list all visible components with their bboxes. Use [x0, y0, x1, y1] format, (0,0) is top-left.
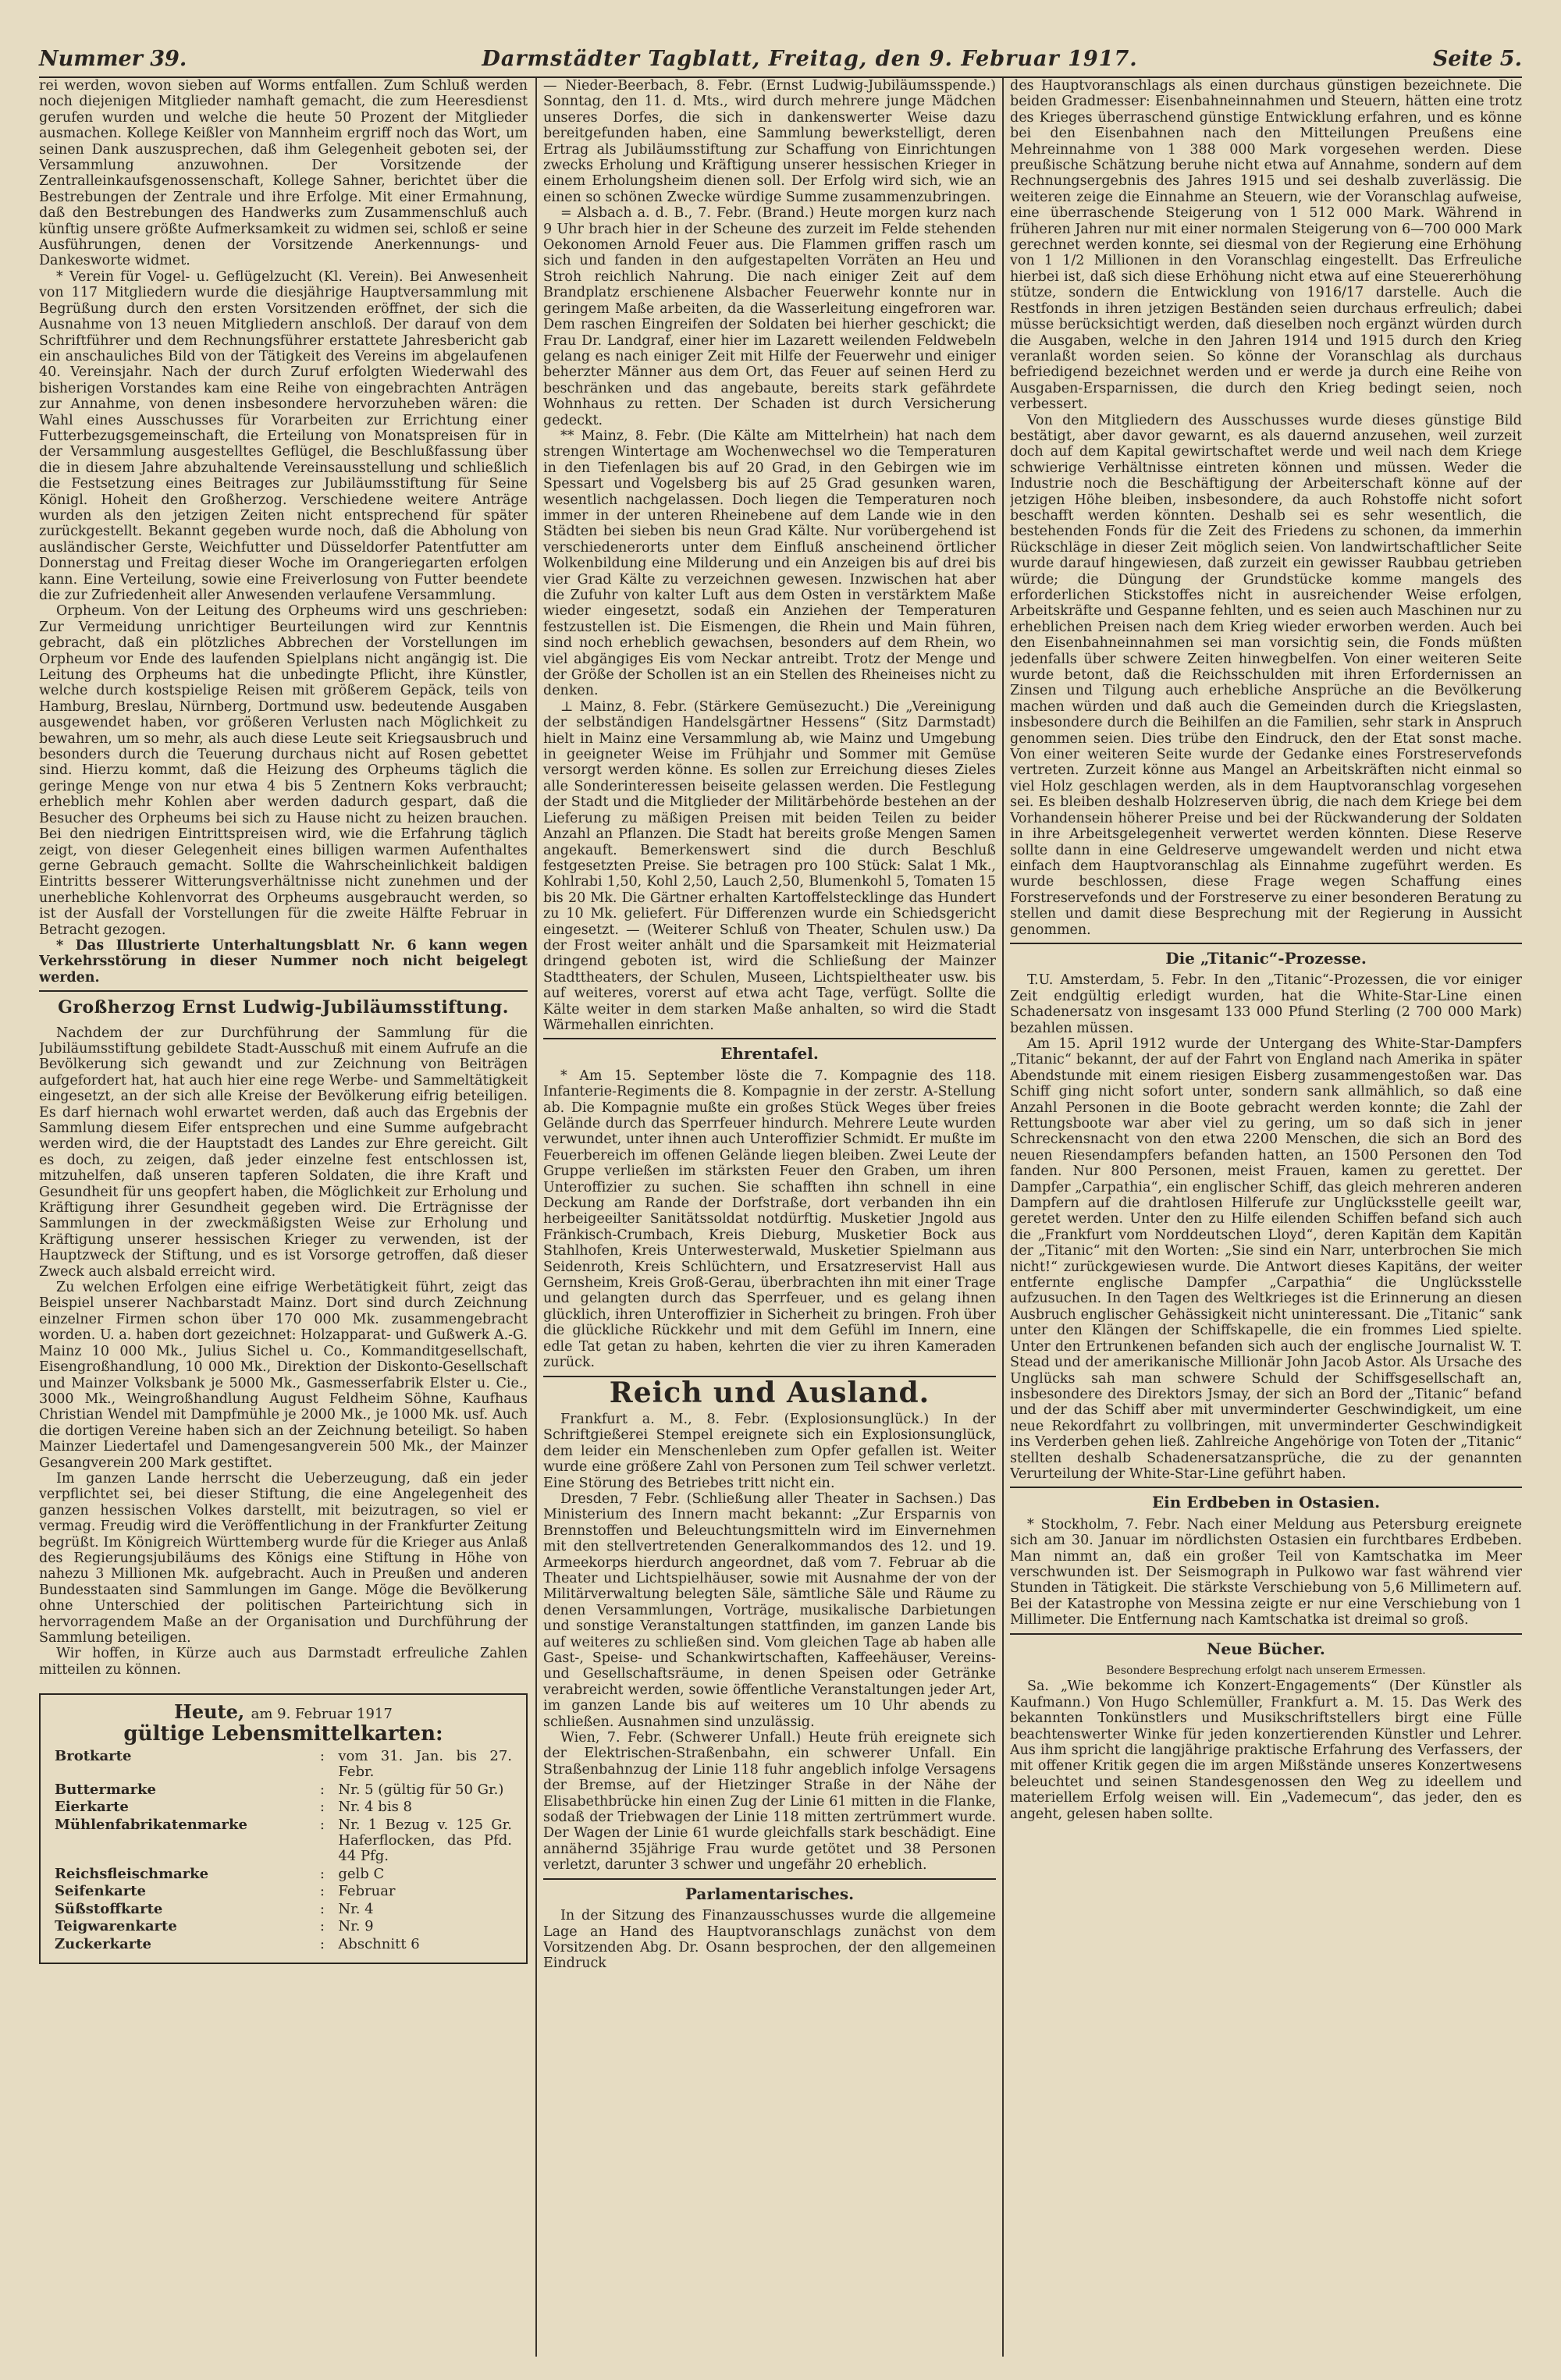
section-rule: [1010, 1633, 1522, 1635]
ration-card-value: Nr. 4: [338, 1900, 374, 1917]
ration-row: [55, 1936, 512, 1953]
ration-card-name: Zuckerkarte: [55, 1935, 151, 1952]
heading-parlamentarisches: Parlamentarisches.: [684, 1884, 855, 1903]
article-voranschlag: des Hauptvoranschlags als einen durchaus günstigen bezeichnete. Die beiden Gradmesser: Eisenbahneinnahmen und Steuern, hätten eine trotz des Krieges überraschend günstige Entwicklung erfahren, und es könne bei den Eisenbahnen nach den Mitteilungen Preußens eine Mehreinnahme von 1 388 000 Mark vorgesehen werden. Diese preußische Schätzung beruhe nicht etwa auf Annahme, sondern auf dem Rechnungsergebnis des Jahres 1915 und sei deshalb zuverlässig. Die weiteren zeige die Einnahme an Steuern, wie der Voranschlag aufweise, eine überraschende Steigerung von 1 512 000 Mark. Während in früheren Jahren nur mit einer normalen Steigerung von 6—700 000 Mark gerechnet werden konnte, sei diesmal von der Regierung eine Erhöhung von 1 1/2 Millionen in den Voranschlag eingestellt. Das Erfreuliche hierbei ist, daß sich diese Erhöhung nicht etwa auf eine Steuererhöhung stütze, sondern die Entwicklung von 1916/17 darstelle. Auch die Restfonds in ihren jetzigen Beständen seien durchaus erfreulich; dabei müsse berücksichtigt werden, daß dieselben noch ergänzt würden durch die Ausgaben, welche in den Jahren 1914 und 1915 durch den Krieg veranlaßt worden seien. So könne der Voranschlag als durchaus befriedigend bezeichnet werden und er werde ja durch eine Reihe von Ausgaben-Ersparnissen, die durch den Krieg bedingt seien, noch verbessert.: [1010, 78, 1522, 413]
article-paragraph: Nachdem der zur Durchführung der Sammlung für die Jubiläumsstiftung gebildete Stadt-Ausschuß mit einem Aufrufe an die Bevölkerung sich gewandt und zur Zeichnung von Beiträgen aufgefordert hat, hat auch hier eine rege Werbe- und Sammeltätigkeit eingesetzt, an der sich alle Kreise der Bevölkerung eifrig beteiligen. Es darf hiernach wohl erwartet werden, daß auch das Ergebnis der Sammlung diesem Eifer entsprechen und eine Summe aufgebracht werden wird, die der Hauptstadt des Landes zur Ehre gereicht. Gilt es doch, zu zeigen, daß jeder einzelne fest entschlossen ist, mitzuhelfen, daß unseren tapferen Soldaten, die ihre Kraft und Gesundheit für uns geopfert haben, die Möglichkeit zur Erholung und Kräftigung ihrer Gesundheit gegeben wird. Die Erträgnisse der Sammlungen in der zweckmäßigsten Weise zur Erholung und Kräftigung unserer hessischen Krieger zu verwenden, ist der Hauptzweck der Stiftung, und es ist Vorsorge getroffen, daß dieser Zweck auch alsbald erreicht wird.: [39, 1025, 528, 1280]
article-mainz-gemuese: ⊥ Mainz, 8. Febr. (Stärkere Gemüsezucht.) Die „Vereinigung der selbständigen Handelsgärtner Hessens“ (Sitz Darmstadt) hielt in Mainz eine Versammlung ab, wie Mainz und Umgebung in geeigneter Weise im Frühjahr und Sommer mit Gemüse versorgt werden könne. Es sollen zur Erreichung dieses Zieles alle Sonderinteressen beiseite gelassen werden. Die Festlegung der Stadt und die Mitglieder der Militärbehörde bestehen an der Lieferung zu mäßigen Preisen mit beiden Teilen zu beider Anzahl an Pflanzen. Die Stadt hat bereits große Mengen Samen angekauft. Bemerkenswert sind die durch Beschluß festgesetzten Preise. Sie betragen pro 100 Stück: Salat 1 Mk., Kohlrabi 1,50, Kohl 2,50, Lauch 2,50, Blumenkohl 5, Tomaten 15 bis 20 Mk. Die Gärtner erhalten Kartoffelstecklinge das Hundert zu 10 Mk. geliefert. Für Differenzen wurde ein Schiedsgericht eingesetzt. — (Weiterer Schluß von Theater, Schulen usw.) Da der Frost weiter anhält und die Sparsamkeit mit Heizmaterial dringend geboten ist, wird die Schließung der Mainzer Stadttheaters, der Schulen, Museen, Lichtspieltheater usw. bis auf weiteres, vorerst auf etwa acht Tage, verfügt. Sollte die Kälte weiter in dem starken Maße anhalten, so wird die Stadt Wärmehallen einrichten.: [543, 698, 996, 1033]
article-paragraph: Im ganzen Lande herrscht die Ueberzeugung, daß ein jeder verpflichtet sei, bei dieser Stiftung, die eine Angelegenheit des ganzen hessischen Volkes darstellt, mit beizutragen, so viel er vermag. Freudig wird die Veröffentlichung in der Frankfurter Zeitung begrüßt. Im Königreich Württemberg wurde für die Krieger aus Anlaß des Regierungsjubiläums des Königs eine Stiftung in Höhe von nahezu 3 Millionen Mk. aufgebracht. Auch in Preußen und anderen Bundesstaaten sind Sammlungen im Gange. Möge die Bevölkerung ohne Unterschied der politischen Parteirichtung sich in hervorragendem Maße an der Organisation und Durchführung der Sammlung beteiligen.: [39, 1470, 528, 1646]
article-paragraph: Zu welchen Erfolgen eine eifrige Werbetätigkeit führt, zeigt das Beispiel unserer Nachbarstadt Mainz. Dort sind durch Zeichnung einzelner Firmen schon über 170 000 Mk. zusammengebracht worden. U. a. haben dort gezeichnet: Holzapparat- und Gußwerk A.-G. Mainz 10 000 Mk., Julius Sichel u. Co., Kommanditgesellschaft, Eisengroßhandlung, 10 000 Mk., Direktion der Diskonto-Gesellschaft und Mainzer Volksbank je 5000 Mk., Gasmesserfabrik Elster u. Cie., 3000 Mk., Weingroßhandlung August Feldheim Söhne, Kaufhaus Christian Wendel mit Dampfmühle je 2000 Mk., je 1000 Mk. usf. Auch die dortigen Vereine haben sich an der Zeichnung beteiligt. So haben Mainzer Liedertafel und Damengesangverein 500 Mk., der Mainzer Gesangverein 200 Mark gestiftet.: [39, 1280, 528, 1471]
ration-row: [55, 1901, 512, 1918]
masthead-line: Darmstädter Tagblatt, Freitag, den 9. Februar 1917.: [482, 46, 1138, 71]
ration-separator: :: [319, 1781, 325, 1798]
column-1: [39, 78, 528, 2364]
ration-card-name: Mühlenfabrikatenmarke: [55, 1816, 247, 1833]
heading-ehrentafel: Ehrentafel.: [720, 1044, 819, 1064]
ration-separator: :: [319, 1799, 325, 1816]
ration-row: [55, 1918, 512, 1935]
article-titanic-1: T.U. Amsterdam, 5. Febr. In den „Titanic“-Prozessen, die vor einiger Zeit endgültig erledigt wurden, hat die White-Star-Line einen Schadenersatz von insgesamt 133 000 Pfund Sterling (2 700 000 Mark) bezahlen müssen.: [1010, 972, 1522, 1036]
ration-separator: :: [319, 1935, 325, 1952]
heading-titanic: Die „Titanic“-Prozesse.: [1165, 948, 1367, 968]
article-buchbesprechung: Sa. „Wie bekomme ich Konzert-Engagements“ (Der Künstler als Kaufmann.) Von Hugo Schlemüller, Frankfurt a. M. 15. Das Werk des bekannten Tonkünstlers und Musikschriftstellers birgt eine Fülle beachtenswerter Winke für jeden konzertierenden Künstler und Lehrer. Aus ihm spricht die langjährige praktische Erfahrung des Verfassers, der mit offener Kritik gegen die im argen Mißstände unseres Konzertwesens beleuchtet und seinen Standesgenossen den Weg zu ideellem und materiellem Erfolg weisen will. Ein „Vademecum“, das jeder, den es angeht, gelesen haben sollte.: [1010, 1678, 1522, 1822]
ration-row: [55, 1748, 512, 1781]
ration-card-value: Nr. 4 bis 8: [338, 1799, 412, 1816]
ration-separator: :: [319, 1816, 325, 1833]
article-frankfurt: Frankfurt a. M., 8. Febr. (Explosionsunglück.) In der Schriftgießerei Stempel ereignete sich ein Explosionsunglück, dem leider ein Menschenleben zum Opfer gefallen ist. Weiter wurde eine größere Zahl von Personen zum Teil schwer verletzt. Eine Störung des Betriebes tritt nicht ein.: [543, 1411, 996, 1491]
article-nieder-beerbach: — Nieder-Beerbach, 8. Febr. (Ernst Ludwig-Jubiläumsspende.) Sonntag, den 11. d. Mts., wird durch mehrere junge Mädchen unseres Dorfes, die sich in dankenswerter Weise dazu bereitgefunden haben, eine Sammlung bewerkstelligt, deren Ertrag als Jubiläumsstiftung zur Schaffung von Einrichtungen zwecks Erholung und Kräftigung unserer hessischen Krieger in einem Erholungsheim dienen soll. Der Erfolg wird sich, wie an einen so schönen Zwecke würdige Summe zusammenzubringen.: [543, 78, 996, 205]
ration-separator: :: [319, 1883, 325, 1900]
article-vogelverein: * Verein für Vogel- u. Geflügelzucht (Kl. Verein). Bei Anwesenheit von 117 Mitgliedern wurde die diesjährige Hauptversammlung mit Begrüßung durch den ersten Vorsitzenden eröffnet, der sich die Ausnahme von 13 neuen Mitgliedern anschloß. Der darauf von dem Schriftführer und dem Rechnungsführer erstattete Jahresbericht gab ein anschauliches Bild von der Tätigkeit des Vereins im abgelaufenen 40. Vereinsjahr. Nach der durch Zuruf erfolgten Wiederwahl des bisherigen Vorstandes kam eine Reihe von eingebrachten Anträgen zur Annahme, von denen insbesondere hervorzuheben wären: die Wahl eines Ausschusses für Vorarbeiten zur Errichtung einer Futterbezugsgemeinschaft, die Erteilung von Monatspreisen für in der Versammlung ausgestelltes Geflügel, die Beschlußfassung über die in diesem Jahre abzuhaltende Vereinsausstellung und schließlich die Festsetzung eines Beitrages zur Jubiläumsstiftung für Seine Königl. Hoheit den Großherzog. Verschiedene weitere Anträge wurden als den jetzigen Zeiten nicht entsprechend für später zurückgestellt. Bekannt gegeben wurde noch, daß die Abholung von ausländischer Gerste, Weichfutter und Düsseldorfer Patentfutter am Donnerstag und Freitag dieser Woche im Orangeriegarten erfolgen kann. Eine Verteilung, sowie eine Freiverlosung von Futter beendete die zur Zufriedenheit aller Anwesenden verlaufene Versammlung.: [39, 268, 528, 603]
article-orpheum: Orpheum. Von der Leitung des Orpheums wird uns geschrieben: Zur Vermeidung unrichtiger Beurteilungen wird zur Kenntnis gebracht, daß ein plötzliches Abbrechen der Vorstellungen im Orpheum vor Ende des laufenden Spielplans nicht angängig ist. Die Leitung des Orpheums hat die unbedingte Pflicht, ihre Künstler, welche durch kostspielige Reisen mit größerem Gepäck, teils von Hamburg, Breslau, Nürnberg, Dortmund usw. bedeutende Ausgaben ausgewendet haben, vor größeren Verlusten nach Möglichkeit zu bewahren, um so mehr, als auch diese Leute seit Kriegsausbruch und besonders durch die Teuerung durchaus nicht auf Rosen gebettet sind. Hierzu kommt, daß die Heizung des Orpheums täglich die geringe Menge von nur etwa 4 bis 5 Zentnern Koks verbraucht; erheblich mehr Kohlen aber werden dadurch gespart, daß die Besucher des Orpheums bei sich zu Hause nicht zu heizen brauchen. Bei den niedrigen Eintrittspreisen wird, wie die Erfahrung täglich zeigt, von dieser Gelegenheit eines billigen warmen Aufenthaltes gerne Gebrauch gemacht. Sollte die Wahrscheinlichkeit baldigen Eintritts besserer Witterungsverhältnisse nicht zunehmen und der unerhebliche Kohlenvorrat des Orpheums ausgebraucht werden, so ist der Ausfall der Vorstellungen für die zweite Hälfte Februar in Betracht gezogen.: [39, 603, 528, 938]
column-2: [543, 78, 996, 2364]
ration-separator: :: [319, 1748, 325, 1765]
issue-number: Nummer 39.: [39, 46, 187, 71]
neue-buecher-note: Besondere Besprechung erfolgt nach unserem Ermessen.: [1106, 1664, 1426, 1677]
ration-card-name: Brotkarte: [55, 1748, 132, 1765]
ration-row: [55, 1799, 512, 1816]
ration-row: [55, 1866, 512, 1883]
ration-row: [55, 1817, 512, 1866]
ration-separator: :: [319, 1865, 325, 1882]
ration-card-name: Eierkarte: [55, 1799, 129, 1816]
section-rule: [543, 1038, 996, 1039]
ration-separator: :: [319, 1918, 325, 1935]
heading-neue-buecher: Neue Bücher.: [1207, 1639, 1325, 1658]
ration-table: [55, 1748, 512, 1953]
column-3: [1010, 78, 1522, 2364]
ration-card-name: Teigwarenkarte: [55, 1918, 177, 1935]
page-header: [39, 39, 1522, 78]
section-rule: [1010, 1487, 1522, 1488]
ration-card-name: Buttermarke: [55, 1781, 156, 1798]
page-number: Seite 5.: [1432, 46, 1522, 71]
ration-card-name: Reichsfleischmarke: [55, 1865, 209, 1882]
ration-cards-box: [39, 1693, 528, 1964]
notice-unterhaltungsblatt: * Das Illustrierte Unterhaltungsblatt Nr. 6 kann wegen Verkehrsstörung in dieser Nummer noch nicht beigelegt werden.: [39, 937, 528, 986]
article-erdbeben: * Stockholm, 7. Febr. Nach einer Meldung aus Petersburg ereignete sich am 30. Januar im nördlichsten Ostasien ein furchtbares Erdbeben. Man nimmt an, daß ein großer Teil von Kamtschatka im Meer verschwunden ist. Der Seismograph in Pulkowo war fast während vier Stunden in Tätigkeit. Die stärkste Verschiebung von 5,6 Millimetern auf. Bei der Katastrophe von Messina zeigte er nur eine Verschiebung von 1 Millimeter. Die Entfernung nach Kamtschatka ist dreimal so groß.: [1010, 1516, 1522, 1629]
ration-card-value: Nr. 5 (gültig für 50 Gr.): [338, 1781, 504, 1798]
heading-erdbeben: Ein Erdbeben in Ostasien.: [1151, 1493, 1381, 1512]
ration-card-value: Nr. 9: [338, 1918, 374, 1935]
ration-box-title: Heute, am 9. Februar 1917: [174, 1700, 393, 1724]
section-rule: [39, 990, 528, 992]
article-paragraph: Wir hoffen, in Kürze auch aus Darmstadt erfreuliche Zahlen mitteilen zu können.: [39, 1646, 528, 1678]
ration-row: [55, 1883, 512, 1900]
article-wien: Wien, 7. Febr. (Schwerer Unfall.) Heute früh ereignete sich der Elektrischen-Straßenbahn, ein schwerer Unfall. Ein Straßenbahnzug der Linie 118 fuhr angeblich infolge Versagens der Bremse, auf der Hietzinger Straße in der Nähe der Elisabethbrücke hin einen Zug der Linie 61 mitten in die Flanke, sodaß der Triebwagen der Linie 118 mitten zertrümmert wurde. Der Wagen der Linie 61 wurde gleichfalls stark beschädigt. Eine annähernd 35jährige Frau wurde getötet und 38 Personen verletzt, darunter 3 schwer und ungefähr 20 erheblich.: [543, 1730, 996, 1874]
ration-card-value: gelb C: [338, 1865, 385, 1882]
ration-card-value: Nr. 1 Bezug v. 125 Gr. Haferflocken, das Pfd. 44 Pfg.: [338, 1816, 512, 1865]
article-paragraph: rei werden, wovon sieben auf Worms entfallen. Zum Schluß werden noch diejenigen Mitglieder namhaft gemacht, die zum Heeresdienst gerufen wurden und welche die heute 50 Prozent der Mitglieder ausmachen. Kollege Keißler von Mannheim ergriff noch das Wort, um seinen Dank auszusprechen, daß ihm Gelegenheit geboten sei, der Versammlung anzuwohnen. Der Vorsitzende der Zentralleinkaufsgenossenschaft, Kollege Sahner, berichtet über die Bestrebungen der Zentrale und ihre Erfolge. Mit einer Ermahnung, daß den Bestrebungen des Handwerks zum Zusammenschluß auch künftig unsere größte Aufmerksamkeit zu widmen sei, schloß er seine Ausführungen, denen der Vorsitzende Anerkennungs- und Dankesworte widmet.: [39, 78, 528, 269]
section-rule: [543, 1878, 996, 1880]
ration-card-value: Abschnitt 6: [338, 1935, 420, 1952]
ration-card-name: Seifenkarte: [55, 1883, 146, 1900]
ration-card-name: Süßstoffkarte: [55, 1900, 163, 1917]
column-divider-2: [1002, 78, 1004, 2357]
ration-card-value: vom 31. Jan. bis 27. Febr.: [338, 1748, 512, 1781]
heading-reich-und-ausland: Reich und Ausland.: [609, 1376, 930, 1409]
ration-box-subtitle: gültige Lebensmittelkarten:: [123, 1721, 443, 1746]
article-dresden: Dresden, 7 Febr. (Schließung aller Theater in Sachsen.) Das Ministerium des Innern macht bekannt: „Zur Ersparnis von Brennstoffen und Beleuchtungsmitteln wird im Einvernehmen mit den stellvertretenden Generalkommandos des 12. und 19. Armeekorps hierdurch angeordnet, daß vom 7. Februar ab die Theater und Lichtspielhäuser, sowie mit Ausnahme der von der Militärverwaltung belegten Säle, sämtliche Säle und Räume zu denen Versammlungen, Vorträge, musikalische Darbietungen und sonstige Veranstaltungen stattfinden, im ganzen Lande bis auf weiteres zu schließen sind. Vom gleichen Tage ab haben alle Gast-, Speise- und Schankwirtschaften, Kaffeehäuser, Vereins- und Gesellschaftsräume, in denen Speisen oder Getränke verabreicht werden, sowie öffentliche Veranstaltungen jeder Art, im ganzen Lande bis auf weiteres um 10 Uhr abends zu schließen. Ausnahmen sind unzulässig.: [543, 1490, 996, 1730]
article-alsbach: = Alsbach a. d. B., 7. Febr. (Brand.) Heute morgen kurz nach 9 Uhr brach hier in der Scheune des zurzeit im Felde stehenden Oekonomen Arnold Feuer aus. Die Flammen griffen rasch um sich und fanden in den aufgestapelten Vorräten an Heu und Stroh reichlich Nahrung. Die nach einiger Zeit auf dem Brandplatz erschienene Alsbacher Feuerwehr konnte nur in geringem Maße arbeiten, da die Wasserleitung eingefroren war. Dem raschen Eingreifen der Soldaten bei hierher geschickt; die Frau Dr. Landgraf, einer hier im Lazarett weilenden Feldwebeln gelang es nach einiger Zeit mit Hilfe der Feuerwehr und einiger beherzter Männer aus dem Ort, das Feuer auf seinen Herd zu beschränken und das angebaute, bereits stark gefährdete Wohnhaus zu retten. Der Schaden ist durch Versicherung gedeckt.: [543, 205, 996, 428]
column-divider-1: [535, 78, 537, 2357]
heading-jubilaeumsstiftung: Großherzog Ernst Ludwig-Jubiläumsstiftung.: [58, 997, 509, 1018]
article-titanic-2: Am 15. April 1912 wurde der Untergang des White-Star-Dampfers „Titanic“ bekannt, der auf der Fahrt von England nach Amerika in später Abendstunde mit einem riesigen Eisberg zusammengestoßen war. Das Schiff ging nicht sofort unter, sondern sank allmählich, so daß eine Anzahl Personen in die Boote gebracht werden konnte; die Zahl der Rettungsboote war aber viel zu gering, um so daß sich in jener Schreckensnacht von den etwa 2200 Menschen, die sich an Bord des neuen Riesendampfers befanden hatten, an 1500 Personen den Tod fanden. Nur 800 Personen, meist Frauen, kamen zu gerettet. Der Dampfer „Carpathia“, ein englischer Schiff, das gleich mehreren anderen Dampfern auf die drahtlosen Hilferufe zur Unglücksstelle geeilt war, geretet werden. Unter den zu Hilfe eilenden Schiffen befand sich auch die „Frankfurt vom Norddeutschen Lloyd“, deren Kapitän dem Kapitän der „Titanic“ mit den Worten: „Sie sind ein Narr, unterbrochen Sie mich nicht!“ zurückgewiesen wurde. Die Antwort dieses Kapitäns, der weiter entfernte englische Dampfer „Carpathia“ die Unglücksstelle aufzusuchen. In den Tagen des Weltkrieges ist die Erinnerung an diesen Ausbruch englischer Gehässigkeit nicht uninteressant. Die „Titanic“ sank unter den Klängen der Schiffskapelle, die ein frommes Lied spielte. Unter den Ertrunkenen befanden sich auch der englische Journalist W. T. Stead und der amerikanische Millionär John Jacob Astor. Als Ursache des Unglücks sah man schwere Schuld der Schiffsgesellschaft an, insbesondere des Direktors Jsmay, der sich an Bord der „Titanic“ befand und der das Schiff aber mit unverminderter Geschwindigkeit, um eine neue Rekordfahrt zu vollbringen, mit unverminderter Geschwindigkeit ins Verderben gehen ließ. Zahlreiche Angehörige von Toten der „Titanic“ stellten deshalb Schadenersatzansprüche, die zu der genannten Verurteilung der White-Star-Line geführt haben.: [1010, 1035, 1522, 1482]
ration-row: [55, 1781, 512, 1799]
article-voranschlag-2: Von den Mitgliedern des Ausschusses wurde dieses günstige Bild bestätigt, aber davor gewarnt, es als dauernd anzusehen, weil zurzeit doch auf dem Kapital gewirtschaftet werde und weil nach dem Kriege schwierige Verhältnisse eintreten können und müssen. Weder die Industrie noch die Beschäftigung der Arbeiterschaft könne auf der jetzigen Höhe bleiben, insbesondere, da auch Rohstoffe nicht sofort beschafft werden könnten. Deshalb sei es sehr wesentlich, die bestehenden Fonds für die Zeit des Friedens zu schonen, da immerhin Rückschläge in dieser Zeit möglich seien. Von landwirtschaftlicher Seite wurde darauf hingewiesen, daß zurzeit ein gewisser Raubbau getrieben würde; die Düngung der Grundstücke komme mangels des erforderlichen Stickstoffes nicht in ausreichender Weise erfolgen, Arbeitskräfte und Gespanne fehlten, und es seien auch Maschinen nur zu erheblichen Preisen nach dem Krieg wieder erworben werden. Auch bei den Eisenbahneinnahmen sei man vorsichtig sein, die Fonds müßten jedenfalls über schwere Zeiten hinwegbelfen. Von einer weiteren Seite wurde betont, daß die Reichsschulden mit ihren Erfordernissen an Zinsen und Tilgung auch erhebliche Ansprüche an die Bevölkerung machen würden und daß auch die Gemeinden durch die Kriegslasten, insbesondere durch die Beihilfen an die Familien, sehr stark in Anspruch genommen seien. Dies trübe den Eindruck, den der Etat sonst mache. Von einer weiteren Seite wurde der Gedanke eines Forstreservefonds vertreten. Zurzeit könne aus Mangel an Arbeitskräften nicht einmal so viel Holz geschlagen werden, als in dem Hauptvoranschlag vorgesehen sei. Es bleiben deshalb Holzreserven übrig, die nach dem Kriege bei dem Vorhandensein höherer Preise und bei der Rückwanderung der Soldaten in ihre Arbeitsgelegenheit verwertet werden könnten. Diese Reserve sollte dann in eine Geldreserve umgewandelt werden und nicht etwa einfach dem Hauptvoranschlag als Einnahme zugeführt werden. Es wurde beschlossen, diese Frage wegen Schaffung eines Forstreservefonds und der Forstreserve zu einer besonderen Beratung zu stellen und damit diese Besprechung mit der Regierung in Aussicht genommen.: [1010, 412, 1522, 938]
article-finanzausschuss: In der Sitzung des Finanzausschusses wurde die allgemeine Lage an Hand des Hauptvoranschlags zunächst von dem Vorsitzenden Abg. Dr. Osann besprochen, der den allgemeinen Eindruck: [543, 1908, 996, 1972]
ration-card-value: Februar: [338, 1883, 396, 1900]
article-mainz-kaelte: ** Mainz, 8. Febr. (Die Kälte am Mittelrhein) hat nach dem strengen Wintertage am Wochenwechsel wo die Temperaturen in den Tiefenlagen bis auf 20 Grad, in den Gebirgen wie im Spessart und Vogelsberg bis auf 25 Grad gesunken waren, wesentlich nachgelassen. Doch liegen die Temperaturen noch immer in der unteren Rheinebene auf dem Lande wie in den Städten bei sieben bis neun Grad Kälte. Nur vorübergehend ist verschiedenerorts unter dem Einfluß anscheinend örtlicher Wolkenbildung eine Milderung und ein Anzeigen bis auf drei bis vier Grad Kälte zu verzeichnen gewesen. Inzwischen hat aber die Zufuhr von kalter Luft aus dem Osten in verstärktem Maße wieder eingesetzt, sodaß ein Anziehen der Temperaturen festzustellen ist. Die Eismengen, die Rhein und Main führen, sind noch erheblich gewachsen, besonders auf dem Rhein, wo viel abgängiges Eis vom Neckar antreibt. Trotz der Menge und der Größe der Schollen ist an ein Stellen des Rheineises nicht zu denken.: [543, 428, 996, 699]
ration-separator: :: [319, 1900, 325, 1917]
section-rule: [1010, 943, 1522, 944]
article-ehrentafel: * Am 15. September löste die 7. Kompagnie des 118. Infanterie-Regiments die 8. Kompagnie in der zerstr. A-Stellung ab. Die Kompagnie mußte ein großes Stück Weges über freies Gelände durch das Sperrfeuer hindurch. Mehrere Leute wurden verwundet, unter ihnen auch Unteroffizier Schmidt. Er mußte im Feuerbereich im offenen Gelände liegen bleiben. Zwei Leute der Gruppe verließen im stärksten Feuer den Graben, um ihren Unteroffizier zu suchen. Sie schafften ihn schnell in eine Deckung am Rande der Dorfstraße, dort verbanden ihn ein herbeigeeilter Sanitätssoldat notdürftig. Musketier Jngold aus Fränkisch-Crumbach, Kreis Dieburg, Musketier Bock aus Stahlhofen, Kreis Unterwesterwald, Musketier Spielmann aus Seidenroth, Kreis Schlüchtern, und Ersatzreservist Hall aus Gernsheim, Kreis Groß-Gerau, überbrachten ihn mit einer Trage und gelangten durch das Sperrfeuer, und es gelang ihnen glücklich, ihren Unteroffizier in Sicherheit zu bringen. Froh über die glückliche Rückkehr und mit dem Gefühl im Innern, eine edle Tat getan zu haben, kehrten die vier zu ihren Kameraden zurück.: [543, 1067, 996, 1371]
